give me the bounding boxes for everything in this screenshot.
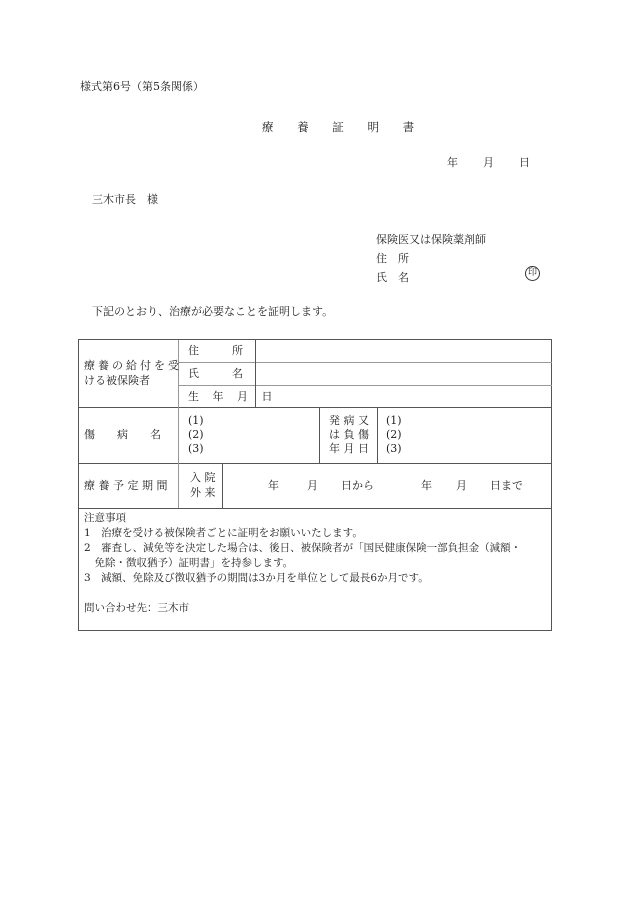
name-field[interactable]	[260, 367, 548, 381]
period-to-day: 日まで	[490, 479, 523, 492]
period-from-day: 日から	[341, 479, 374, 492]
address-field[interactable]	[260, 344, 548, 358]
birthdate-field[interactable]	[260, 390, 548, 404]
period-to-month: 月	[456, 479, 467, 492]
outpatient-label[interactable]: 外 来	[190, 486, 216, 499]
issue-date	[447, 156, 530, 170]
name-label: 氏 名	[188, 367, 243, 380]
certificate-table	[78, 339, 552, 631]
insured-label-line1: 療養の給付を受	[84, 359, 182, 372]
certifier-name-label: 氏 名	[376, 271, 409, 284]
note-item-3: 3 減額、免除及び徴収猶予の期間は3か月を単位として最長6か月です。	[84, 572, 429, 584]
period-from-year: 年	[268, 479, 279, 492]
injury-item-1[interactable]: (1)	[188, 414, 204, 427]
addressee: 三木市長 様	[92, 193, 158, 206]
note-item-2-cont: 免除・徴収猶予）証明書」を持参します。	[84, 557, 294, 569]
date-month: 月	[483, 156, 494, 169]
document-title: 療 養 証 明 書	[262, 120, 425, 134]
inpatient-label[interactable]: 入 院	[190, 471, 216, 484]
notes-heading: 注意事項	[84, 512, 126, 524]
date-day: 日	[519, 156, 530, 169]
onset-label-line1: 発 病 又	[329, 414, 369, 427]
onset-item-1[interactable]: (1)	[386, 414, 402, 427]
note-item-2: 2 審査し、減免等を決定した場合は、後日、被保険者が「国民健康保険一部負担金（減額・	[84, 542, 522, 554]
injury-name-label: 傷 病 名	[84, 428, 161, 441]
contact-info: 問い合わせ先：三木市	[84, 602, 189, 614]
certifier-role: 保険医又は保険薬剤師	[376, 233, 486, 246]
injury-item-2[interactable]: (2)	[188, 428, 204, 441]
form-number: 様式第6号（第5条関係）	[80, 80, 204, 93]
birthdate-label: 生 年 月 日	[188, 390, 278, 403]
insured-label-line2: ける被保険者	[84, 374, 150, 387]
address-label: 住 所	[188, 344, 243, 357]
onset-item-3[interactable]: (3)	[386, 442, 402, 455]
period-to-year: 年	[421, 479, 432, 492]
certification-statement: 下記のとおり、治療が必要なことを証明します。	[92, 305, 334, 318]
seal-icon: 印	[525, 266, 540, 281]
certifier-address-label: 住 所	[376, 252, 409, 265]
date-year: 年	[447, 156, 458, 169]
injury-item-3[interactable]: (3)	[188, 442, 204, 455]
certifier-block	[376, 230, 486, 287]
onset-label-line3: 年 月 日	[329, 442, 369, 455]
onset-label-line2: は 負 傷	[329, 428, 369, 441]
notes-section	[84, 511, 521, 616]
period-from-month: 月	[307, 479, 318, 492]
onset-item-2[interactable]: (2)	[386, 428, 402, 441]
note-item-1: 1 治療を受ける被保険者ごとに証明をお願いいたします。	[84, 527, 363, 539]
treatment-period-label: 療養予定期間	[84, 479, 171, 492]
